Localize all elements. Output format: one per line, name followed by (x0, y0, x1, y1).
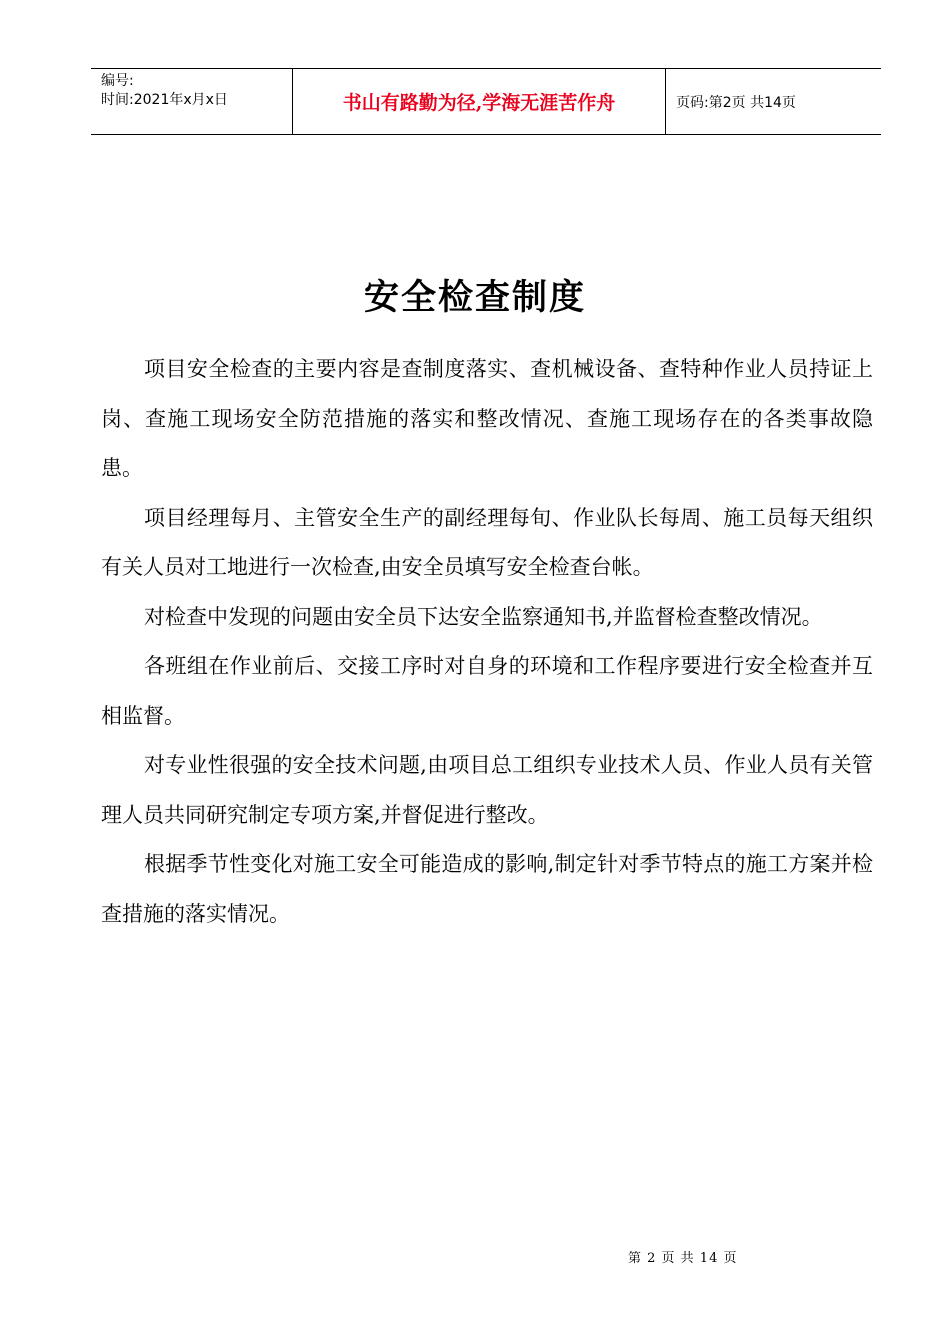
document-body (101, 345, 873, 939)
header-page-number: 页码:第2页 共14页 (676, 94, 796, 111)
paragraph: 根据季节性变化对施工安全可能造成的影响,制定针对季节特点的施工方案并检查措施的落实情况。 (101, 852, 873, 926)
paragraph: 项目安全检查的主要内容是查制度落实、查机械设备、查特种作业人员持证上岗、查施工现场安全防范措施的落实和整改情况、查施工现场存在的各类事故隐患。 (101, 357, 873, 480)
header-motto: 书山有路勤为径,学海无涯苦作舟 (293, 69, 666, 134)
paragraph: 项目经理每月、主管安全生产的副经理每旬、作业队长每周、施工员每天组织有关人员对工地进行一次检查,由安全员填写安全检查台帐。 (101, 505, 873, 579)
paragraph: 各班组在作业前后、交接工序时对自身的环境和工作程序要进行安全检查并互相监督。 (101, 654, 873, 728)
header-info-cell (91, 69, 293, 134)
serial-label: 编号: (101, 73, 134, 89)
time-label: 时间:2021年x月x日 (101, 92, 228, 108)
page-header (91, 68, 881, 135)
page-footer: 第 2 页 共 14 页 (628, 1251, 738, 1266)
paragraph: 对专业性很强的安全技术问题,由项目总工组织专业技术人员、作业人员有关管理人员共同研究制定专项方案,并督促进行整改。 (101, 753, 873, 827)
document-title: 安全检查制度 (363, 278, 586, 318)
paragraph: 对检查中发现的问题由安全员下达安全监察通知书,并监督检查整改情况。 (144, 604, 823, 629)
